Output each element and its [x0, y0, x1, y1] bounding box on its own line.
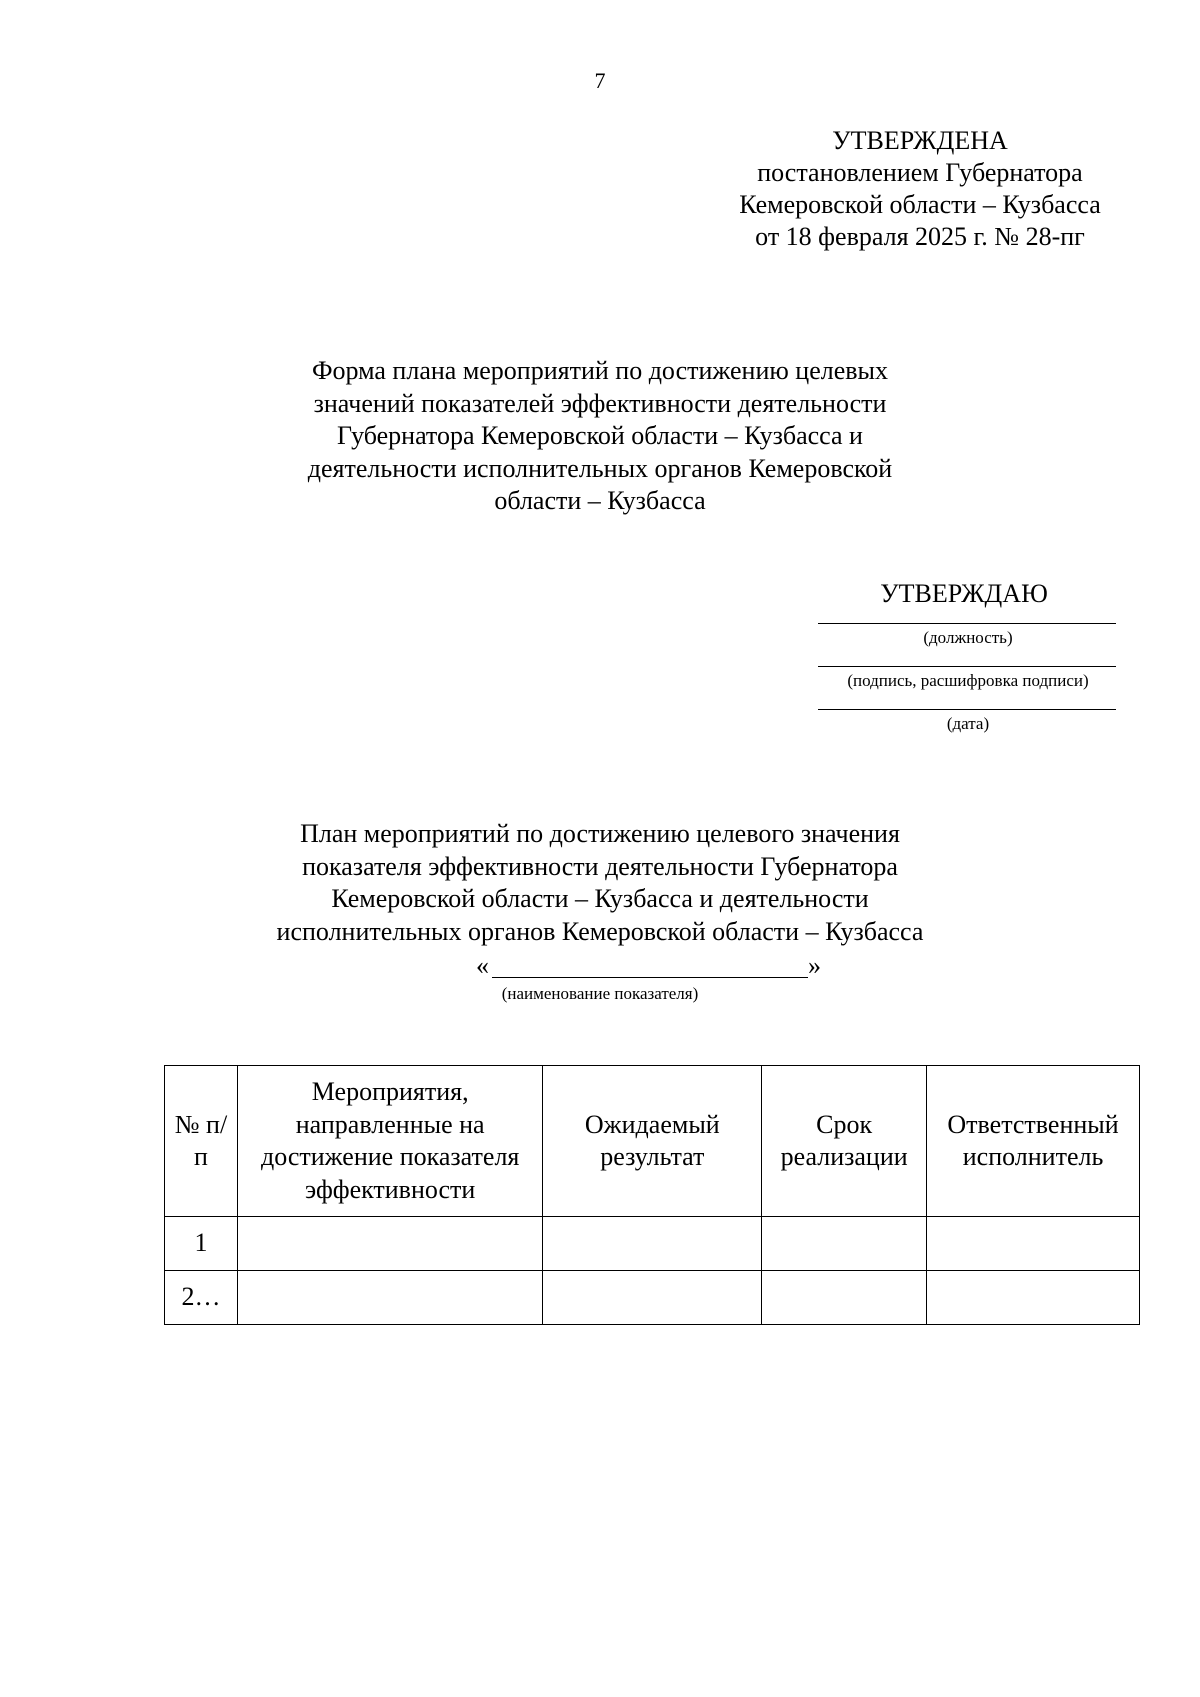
date-caption: (дата) — [946, 714, 990, 733]
table-cell[interactable] — [927, 1271, 1140, 1325]
table-cell[interactable] — [543, 1271, 762, 1325]
table-row — [165, 1271, 1140, 1325]
plan-title-line: Кемеровской области – Кузбасса и деятельности — [331, 884, 869, 913]
approval-line: Кемеровской области – Кузбасса — [739, 190, 1101, 219]
table-cell-number: 1 — [165, 1217, 238, 1271]
form-title-line: деятельности исполнительных органов Кемеровской — [307, 453, 893, 483]
table-cell[interactable] — [762, 1217, 927, 1271]
approval-heading: УТВЕРЖДЕНА — [832, 126, 1008, 155]
table-header-row — [165, 1066, 1140, 1217]
signature-caption: (подпись, расшифровка подписи) — [847, 671, 1089, 690]
plan-title-line: показателя эффективности деятельности Губернатора — [302, 851, 898, 881]
approval-stamp — [700, 125, 1140, 253]
table-cell-number: 2… — [165, 1271, 238, 1325]
position-line[interactable] — [818, 623, 1116, 624]
indicator-caption: (наименование показателя) — [501, 984, 699, 1003]
signature-line[interactable] — [818, 666, 1116, 667]
table-cell[interactable] — [543, 1217, 762, 1271]
form-title-line: Форма плана мероприятий по достижению целевых — [311, 356, 889, 385]
header-cell-deadline: Срок реализации — [762, 1066, 927, 1217]
plan-title-line: исполнительных органов Кемеровской области – Кузбасса — [276, 916, 924, 946]
table-cell[interactable] — [237, 1217, 543, 1271]
table-row — [165, 1217, 1140, 1271]
form-title-line: области – Кузбасса — [494, 486, 706, 515]
quote-close: » — [808, 951, 821, 980]
table-cell[interactable] — [762, 1271, 927, 1325]
form-title-line: значений показателей эффективности деятельности — [313, 388, 887, 418]
header-cell-number: № п/п — [165, 1066, 238, 1217]
header-cell-responsible: Ответственный исполнитель — [927, 1066, 1140, 1217]
header-cell-expected-result: Ожидаемый результат — [543, 1066, 762, 1217]
approval-line: постановлением Губернатора — [757, 158, 1083, 187]
position-caption: (должность) — [923, 628, 1013, 647]
approval-line: от 18 февраля 2025 г. № 28-пг — [755, 222, 1085, 251]
header-cell-activities: Мероприятия, направленные на достижение показателя эффективности — [237, 1066, 543, 1217]
table-cell[interactable] — [237, 1271, 543, 1325]
plan-title — [250, 818, 950, 948]
approve-heading: УТВЕРЖДАЮ — [880, 579, 1048, 608]
table-cell[interactable] — [927, 1217, 1140, 1271]
indicator-name-line[interactable] — [492, 977, 808, 978]
indicator-name-field — [450, 950, 821, 982]
form-title-line: Губернатора Кемеровской области – Кузбасса и — [337, 421, 863, 450]
date-line[interactable] — [818, 709, 1116, 710]
page-number: 7 — [594, 68, 606, 93]
approve-signature-block — [818, 578, 1118, 736]
quote-open: « — [476, 951, 489, 980]
form-title — [300, 355, 900, 518]
plan-title-line: План мероприятий по достижению целевого значения — [300, 819, 900, 848]
plan-table — [164, 1065, 1140, 1325]
